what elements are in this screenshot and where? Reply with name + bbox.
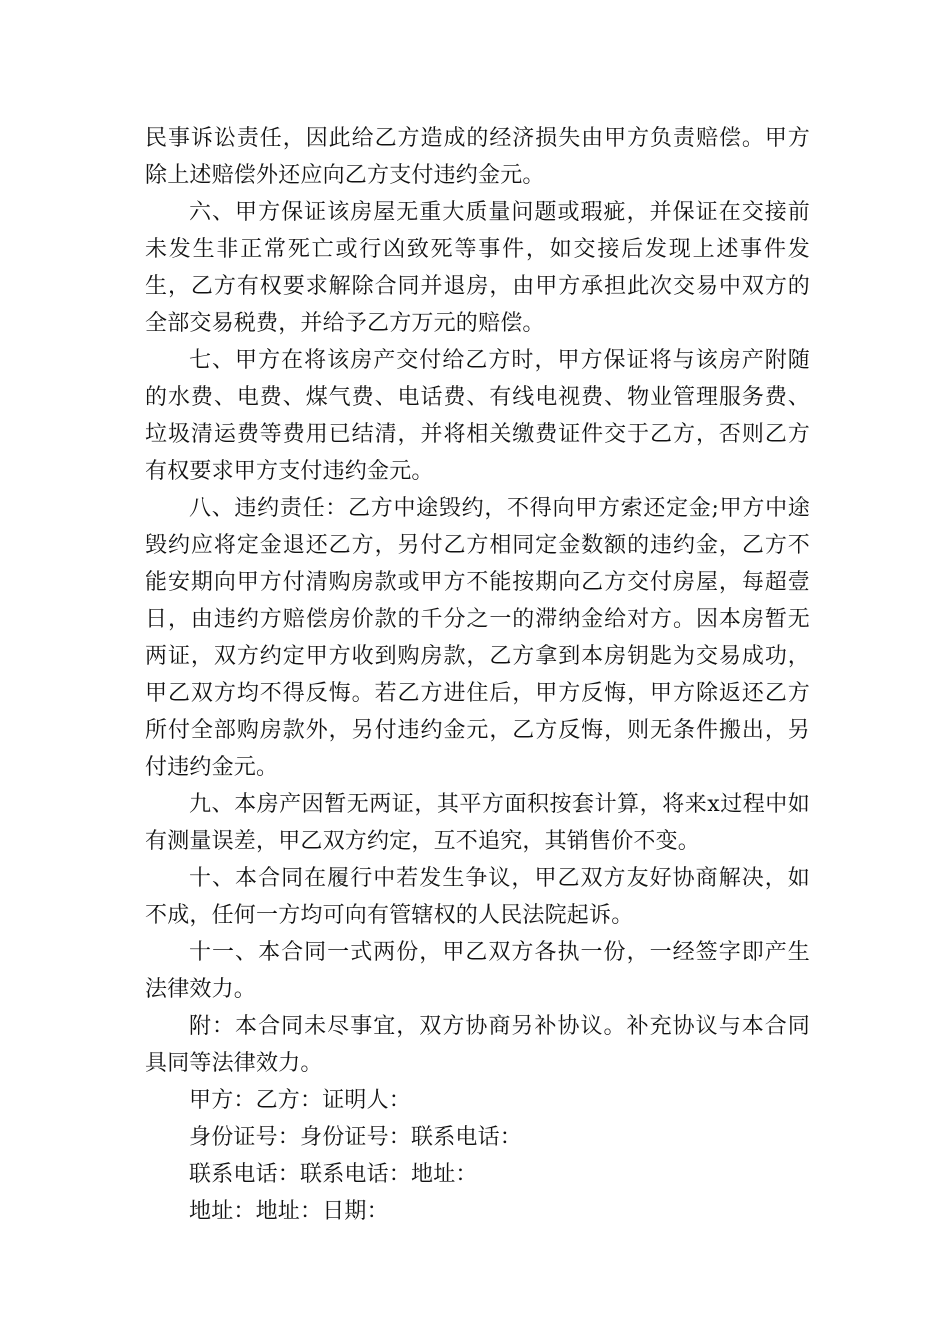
- signature-line-parties: 甲方：乙方：证明人：: [189, 1088, 412, 1113]
- contract-body: [145, 120, 810, 1230]
- paragraph-clause-7: 七、甲方在将该房产交付给乙方时，甲方保证将与该房产附随的水费、电费、煤气费、电话费、有线电视费、物业管理服务费、垃圾清运费等费用已结清，并将相关缴费证件交于乙方，否则乙方有权要求甲方支付违约金元。: [145, 348, 810, 484]
- paragraph-clause-8: 八、违约责任：乙方中途毁约，不得向甲方索还定金;甲方中途毁约应将定金退还乙方，另付乙方相同定金数额的违约金，乙方不能安期向甲方付清购房款或甲方不能按期向乙方交付房屋，每超壹日，由违约方赔偿房价款的千分之一的滞纳金给对方。因本房暂无两证，双方约定甲方收到购房款，乙方拿到本房钥匙为交易成功，甲乙双方均不得反悔。若乙方进住后，甲方反悔，甲方除返还乙方所付全部购房款外，另付违约金元，乙方反悔，则无条件搬出，另付违约金元。: [145, 496, 810, 780]
- paragraph-clause-10: 十、本合同在履行中若发生争议，甲乙双方友好协商解决，如不成，任何一方均可向有管辖权的人民法院起诉。: [145, 866, 810, 928]
- paragraph-clause-11: 十一、本合同一式两份，甲乙双方各执一份，一经签字即产生法律效力。: [145, 940, 810, 1002]
- signature-line-id-numbers: 身份证号：身份证号：联系电话：: [189, 1125, 523, 1150]
- paragraph-clause-9: 九、本房产因暂无两证，其平方面积按套计算，将来x过程中如有测量误差，甲乙双方约定，互不追究，其销售价不变。: [145, 792, 810, 854]
- paragraph-clause-6: 六、甲方保证该房屋无重大质量问题或瑕疵，并保证在交接前未发生非正常死亡或行凶致死等事件，如交接后发现上述事件发生，乙方有权要求解除合同并退房，由甲方承担此次交易中双方的全部交易税费，并给予乙方万元的赔偿。: [145, 200, 810, 336]
- paragraph-liability-continued: 民事诉讼责任，因此给乙方造成的经济损失由甲方负责赔偿。甲方除上述赔偿外还应向乙方支付违约金元。: [145, 126, 810, 188]
- signature-line-phones: 联系电话：联系电话：地址：: [189, 1162, 478, 1187]
- paragraph-appendix: 附：本合同未尽事宜，双方协商另补协议。补充协议与本合同具同等法律效力。: [145, 1014, 810, 1076]
- signature-line-addresses: 地址：地址：日期：: [189, 1199, 389, 1224]
